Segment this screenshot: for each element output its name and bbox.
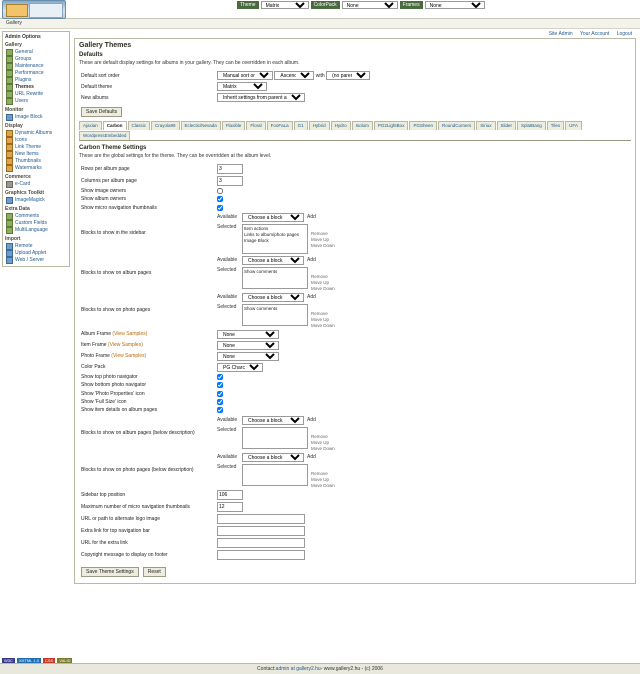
reset-button[interactable]: Reset	[143, 567, 166, 577]
album-below-available-select[interactable]	[242, 416, 304, 425]
photo-below-available-select[interactable]	[242, 453, 304, 462]
tab-eclectic-nevada[interactable]: Eclectic/Nevada	[181, 121, 221, 130]
themes-panel	[74, 38, 636, 584]
list-item[interactable]: Image Block	[244, 237, 269, 243]
photo-below-cols	[217, 453, 629, 488]
extra-link-url-input[interactable]	[217, 538, 305, 548]
page-layout	[0, 29, 640, 584]
watermarks-icon	[6, 165, 13, 172]
move-down-button[interactable]: Move Down	[311, 322, 335, 328]
page-footer	[0, 663, 640, 674]
album-below-blocks-row	[79, 415, 631, 452]
album-below-blocks-label: Blocks to show on album pages (below description)	[81, 430, 195, 437]
default-sort-order-label: Default sort order	[81, 72, 120, 79]
show-micro-nav-label: Show micro navigation thumbnails	[81, 204, 157, 211]
sidebar-available-select[interactable]	[242, 213, 304, 222]
list-item[interactable]: Item actions	[244, 225, 269, 231]
frames-label: Frames	[400, 1, 423, 9]
page-title: Gallery Themes	[79, 42, 132, 49]
sidebar-item-label: Icons	[15, 137, 27, 143]
tab-slider[interactable]: Slider	[497, 121, 517, 130]
columns-per-page-label: Columns per album page	[81, 178, 137, 184]
defaults-form	[79, 70, 631, 103]
with-label: with	[315, 73, 325, 79]
sidebar-list-buttons	[311, 224, 335, 248]
default-sort-order-select[interactable]	[217, 71, 273, 80]
sidebar-item-label: Dynamic Albums	[15, 130, 53, 136]
colorpack-select[interactable]	[342, 1, 398, 9]
copyright-label: Copyright message to display on footer	[81, 551, 168, 558]
sidebar-add-link[interactable]: Add	[307, 214, 316, 221]
thumbnails-icon	[6, 158, 13, 165]
tab-tiles[interactable]: Tiles	[547, 121, 564, 130]
show-item-details-checkbox[interactable]	[217, 407, 223, 413]
selected-label: Selected	[217, 303, 237, 310]
photo-below-blocks-row	[79, 452, 631, 489]
sidebar-blocks-form	[79, 212, 631, 329]
performance-icon	[6, 70, 13, 77]
icons-icon	[6, 137, 13, 144]
save-defaults-wrap	[81, 107, 631, 117]
sidebar-item-groups[interactable]	[5, 56, 67, 63]
move-up-button[interactable]: Move Up	[311, 236, 330, 242]
sidebar-item-icons[interactable]	[5, 137, 67, 144]
sidebar-item-watermarks[interactable]	[5, 165, 67, 172]
sidebar-item-link-theme[interactable]	[5, 144, 67, 151]
theme-label: Theme	[237, 1, 259, 9]
photo-frame-row	[79, 351, 631, 362]
max-micro-nav-label: Maximum number of micro navigation thumbnails	[81, 503, 190, 510]
sidebar-item-new-items[interactable]	[5, 151, 67, 158]
defaults-description: These are default display settings for albums in your gallery. They can be overridden in each album.	[79, 60, 300, 66]
sidebar-item-label: Remote	[15, 243, 33, 249]
theme-tabs	[79, 121, 631, 141]
move-up-button[interactable]: Move Up	[311, 279, 330, 285]
theme-actions	[81, 567, 631, 577]
tab-classic[interactable]: Classic	[128, 121, 151, 130]
move-up-button[interactable]: Move Up	[311, 316, 330, 322]
album-blocks-row	[79, 255, 631, 292]
multilanguage-icon	[6, 227, 13, 234]
photo-blocks-cols	[217, 293, 629, 328]
album-frame-samples-link[interactable]: (View Samples)	[112, 331, 148, 338]
upload-applet-icon	[6, 250, 13, 257]
toggles-form	[79, 373, 631, 415]
show-micro-nav-checkbox[interactable]	[217, 205, 223, 211]
sidebar-item-label: e-Card	[15, 181, 31, 187]
sidebar	[0, 29, 72, 269]
album-blocks-cols	[217, 256, 629, 291]
alt-logo-row	[79, 513, 631, 525]
alt-logo-input[interactable]	[217, 514, 305, 524]
sidebar-item-label: URL Rewrite	[15, 91, 44, 97]
list-item[interactable]: Show comments	[244, 305, 278, 311]
sidebar-item-plugins[interactable]	[5, 77, 67, 84]
extra-link-url-row	[79, 537, 631, 549]
show-top-photo-nav-label: Show top photo navigator	[81, 374, 138, 381]
new-items-icon	[6, 151, 13, 158]
frames-select[interactable]	[425, 1, 485, 9]
sidebar-item-upload-applet[interactable]	[5, 250, 67, 257]
sidebar-item-themes[interactable]	[5, 84, 67, 91]
tab-splatbang[interactable]: SplatBang	[517, 121, 546, 130]
image-block-icon	[6, 114, 13, 121]
tab-hybrid[interactable]: Hybrid	[309, 121, 330, 130]
defaults-heading: Defaults	[79, 52, 103, 58]
sidebar-blocks-row	[79, 212, 631, 255]
item-frame-label: Item Frame	[81, 342, 107, 349]
default-theme-row	[79, 81, 631, 92]
available-label: Available	[217, 454, 238, 461]
tab-isolum[interactable]: Isolum	[352, 121, 373, 130]
valid-badge[interactable]: VALID	[59, 658, 71, 663]
copyright-input[interactable]	[217, 550, 305, 560]
sidebar-item-maintenance[interactable]	[5, 63, 67, 70]
sidebar-item-general[interactable]	[5, 49, 67, 56]
new-albums-row	[79, 92, 631, 103]
album-add-link[interactable]: Add	[307, 257, 316, 264]
sidebar-item-web-server[interactable]	[5, 257, 67, 264]
below-description-blocks-form	[79, 415, 631, 489]
show-top-photo-nav-checkbox[interactable]	[217, 374, 223, 380]
tab-carbon[interactable]: Carbon	[103, 121, 127, 130]
web-server-icon	[6, 257, 13, 264]
sidebar-item-label: Users	[15, 98, 29, 104]
album-list-buttons	[311, 267, 335, 291]
sidebar-item-performance[interactable]	[5, 70, 67, 77]
move-up-button[interactable]: Move Up	[311, 439, 330, 445]
tab-pgsheen[interactable]: PGSheen	[409, 121, 437, 130]
sidebar-top-position-row	[79, 489, 631, 501]
selected-label: Selected	[217, 463, 237, 470]
theme-settings-heading: Carbon Theme Settings	[79, 145, 147, 151]
sidebar-item-users[interactable]	[5, 98, 67, 105]
move-down-button[interactable]: Move Down	[311, 482, 335, 488]
selected-label: Selected	[217, 266, 237, 273]
photo-below-add-link[interactable]: Add	[307, 454, 316, 461]
photo-add-link[interactable]: Add	[307, 294, 316, 301]
move-up-button[interactable]: Move Up	[311, 476, 330, 482]
sidebar-group-gallery: Gallery	[5, 42, 22, 48]
sidebar-item-label: Custom Fields	[15, 220, 47, 226]
item-frame-samples-link[interactable]: (View Samples)	[107, 342, 143, 349]
custom-fields-icon	[6, 220, 13, 227]
sidebar-item-ecard[interactable]	[5, 181, 67, 188]
tail-fields-form	[79, 489, 631, 561]
photo-below-list-buttons	[311, 464, 335, 488]
photo-selected-list[interactable]	[242, 304, 308, 326]
sidebar-top-position-label: Sidebar top position	[81, 491, 126, 498]
available-label: Available	[217, 257, 238, 264]
show-full-size-row	[79, 398, 631, 406]
sidebar-item-label: Thumbnails	[15, 158, 41, 164]
selected-label: Selected	[217, 426, 237, 433]
move-down-button[interactable]: Move Down	[311, 445, 335, 451]
default-sort-direction-select[interactable]	[274, 71, 314, 80]
sidebar-group-display: Display	[5, 123, 23, 129]
sidebar-item-label: Performance	[15, 70, 44, 76]
show-album-owners-checkbox[interactable]	[217, 196, 223, 202]
sidebar-group-monitor: Monitor	[5, 107, 24, 113]
album-frame-label: Album Frame	[81, 331, 112, 338]
list-item[interactable]: Links to album/photo pages	[244, 231, 300, 237]
sidebar-item-label: New Items	[15, 151, 39, 157]
available-label: Available	[217, 214, 238, 221]
extra-link-row	[79, 525, 631, 537]
show-bottom-photo-nav-checkbox[interactable]	[217, 382, 223, 388]
sidebar-group-extra-data: Extra Data	[5, 206, 30, 212]
photo-below-blocks-label: Blocks to show on photo pages (below description)	[81, 467, 194, 474]
album-available-select[interactable]	[242, 256, 304, 265]
url-rewrite-icon	[6, 91, 13, 98]
sidebar-item-image-block[interactable]	[5, 114, 67, 121]
color-pack-select[interactable]	[217, 363, 263, 372]
admin-options-box	[2, 31, 70, 267]
sidebar-item-thumbnails[interactable]	[5, 158, 67, 165]
show-item-details-label: Show item details on album pages	[81, 407, 158, 414]
admin-links	[74, 31, 632, 37]
show-full-size-label: Show 'Full Size' icon	[81, 399, 127, 406]
sidebar-item-label: Groups	[15, 56, 32, 62]
tab-pg2lightbox[interactable]: PG2LightBox	[374, 121, 409, 130]
ecard-icon	[6, 181, 13, 188]
rows-per-page-row	[79, 163, 631, 175]
rows-per-page-input[interactable]	[217, 164, 243, 174]
default-theme-label: Default theme	[81, 83, 113, 90]
theme-settings-description: These are the global settings for the theme. They can be overridden at the album level.	[79, 153, 272, 159]
photo-below-selected-list[interactable]	[242, 464, 308, 486]
show-image-owners-checkbox[interactable]	[217, 188, 223, 194]
colorpack-label: ColorPack	[311, 1, 340, 9]
remove-button[interactable]: Remove	[311, 310, 328, 316]
max-micro-nav-input[interactable]	[217, 502, 243, 512]
sidebar-blocks-picker	[217, 213, 629, 254]
album-below-list-buttons	[311, 427, 335, 451]
sidebar-item-label: Image Block	[15, 114, 43, 120]
show-image-owners-row	[79, 187, 631, 195]
available-label: Available	[217, 417, 238, 424]
breadcrumb-gallery[interactable]: Gallery	[6, 20, 22, 26]
theme-controls	[237, 1, 485, 9]
item-frame-select[interactable]	[217, 341, 279, 350]
photo-frame-samples-link[interactable]: (View Samples)	[111, 353, 147, 360]
remove-button[interactable]: Remove	[311, 230, 328, 236]
tab-foofala[interactable]: FooFaLa	[267, 121, 293, 130]
tab-roundcorners[interactable]: RoundCorners	[438, 121, 475, 130]
columns-per-page-input[interactable]	[217, 176, 243, 186]
remove-button[interactable]: Remove	[311, 433, 328, 439]
tab-hydro[interactable]: Hydro	[331, 121, 351, 130]
show-top-photo-nav-row	[79, 373, 631, 381]
show-album-owners-label: Show album owners	[81, 196, 127, 203]
general-icon	[6, 49, 13, 56]
sidebar-item-label: Upload Applet	[15, 250, 47, 256]
footer-email-link[interactable]: admin at gallery2.hu	[275, 666, 321, 672]
show-item-details-row	[79, 406, 631, 414]
album-selected-list[interactable]	[242, 267, 308, 289]
sidebar-item-label: Link Theme	[15, 144, 42, 150]
css-badge[interactable]: CSS	[44, 658, 54, 663]
theme-select[interactable]	[261, 1, 309, 9]
photo-frame-label: Photo Frame	[81, 353, 110, 360]
sidebar-item-multilanguage[interactable]	[5, 227, 67, 234]
sidebar-item-label: Themes	[15, 84, 34, 90]
remove-button[interactable]: Remove	[311, 273, 328, 279]
imagemagick-icon	[6, 197, 13, 204]
footer-text-before: Contact:	[257, 666, 276, 672]
show-image-owners-label: Show image owners	[81, 188, 127, 195]
rows-per-page-label: Rows per album page	[81, 166, 130, 172]
main-content	[72, 29, 640, 584]
sidebar-selected-list[interactable]	[242, 224, 308, 254]
extra-link-url-label: URL for the extra link	[81, 539, 128, 546]
sidebar-item-imagemagick[interactable]	[5, 197, 67, 204]
link-logout[interactable]: Logout	[616, 31, 632, 37]
show-micro-nav-row	[79, 204, 631, 212]
sidebar-item-dynamic-albums[interactable]	[5, 130, 67, 137]
default-theme-select[interactable]	[217, 82, 267, 91]
new-albums-select[interactable]	[217, 93, 305, 102]
tab-ajaxian[interactable]: Ajaxian	[79, 121, 102, 130]
move-down-button[interactable]: Move Down	[311, 242, 335, 248]
available-label: Available	[217, 294, 238, 301]
tab-siriux[interactable]: Siriux	[476, 121, 495, 130]
sidebar-item-comments[interactable]	[5, 213, 67, 220]
photo-blocks-label: Blocks to show on photo pages	[81, 307, 151, 314]
extra-link-input[interactable]	[217, 526, 305, 536]
gallery-logo	[2, 0, 66, 19]
copyright-row	[79, 549, 631, 561]
columns-per-page-row	[79, 175, 631, 187]
save-theme-settings-button[interactable]: Save Theme Settings	[81, 567, 139, 577]
frames-form	[79, 329, 631, 373]
users-icon	[6, 98, 13, 105]
sidebar-item-label: Web / Server	[15, 257, 45, 263]
album-blocks-label: Blocks to show on album pages	[81, 270, 152, 277]
color-pack-label: Color Pack	[81, 364, 106, 371]
default-sort-parent-select[interactable]	[326, 71, 370, 80]
tab-g1[interactable]: G1	[294, 121, 308, 130]
tab-flaxible[interactable]: Flaxible	[222, 121, 246, 130]
sidebar-title: Admin Options	[5, 34, 41, 40]
sidebar-group-graphics-toolkit: Graphics Toolkit	[5, 190, 45, 196]
album-frame-select[interactable]	[217, 330, 279, 339]
comments-icon	[6, 213, 13, 220]
show-photo-properties-label: Show 'Photo Properties' icon	[81, 390, 145, 397]
show-full-size-checkbox[interactable]	[217, 399, 223, 405]
extra-link-label: Extra link for top navigation bar	[81, 527, 150, 534]
item-frame-row	[79, 340, 631, 351]
breadcrumb[interactable]	[0, 19, 640, 29]
save-defaults-button[interactable]: Save Defaults	[81, 107, 122, 117]
footer-text-middle: - www.gallery2.hu - (c) 2006	[320, 666, 383, 672]
move-down-button[interactable]: Move Down	[311, 285, 335, 291]
show-photo-properties-checkbox[interactable]	[217, 391, 223, 397]
xhtml-badge[interactable]: XHTML 1.0	[18, 658, 39, 663]
top-bar	[0, 0, 640, 19]
plugins-icon	[6, 77, 13, 84]
sidebar-blocks-label: Blocks to show in the sidebar	[81, 230, 146, 237]
sidebar-item-label: MultiLanguage	[15, 227, 48, 233]
photo-frame-select[interactable]	[217, 352, 279, 361]
theme-settings-form	[79, 163, 631, 212]
groups-icon	[6, 56, 13, 63]
sidebar-top-position-input[interactable]	[217, 490, 243, 500]
dynamic-albums-icon	[6, 130, 13, 137]
sidebar-item-label: Maintenance	[15, 63, 44, 69]
default-sort-order-row	[79, 70, 631, 81]
link-theme-icon	[6, 144, 13, 151]
show-album-owners-row	[79, 195, 631, 203]
tab-crayola99[interactable]: Crayola99	[151, 121, 180, 130]
themes-icon	[6, 84, 13, 91]
link-site-admin[interactable]: Site Admin	[548, 31, 573, 37]
w3c-badge[interactable]: W3C	[4, 658, 13, 663]
sidebar-item-label: Watermarks	[15, 165, 42, 171]
alt-logo-label: URL or path to alternate logo image	[81, 515, 161, 522]
album-below-cols	[217, 416, 629, 451]
album-frame-row	[79, 329, 631, 340]
tab-wordpressembedded[interactable]: WordpressEmbedded	[79, 131, 130, 140]
album-below-add-link[interactable]: Add	[307, 417, 316, 424]
link-your-account[interactable]: Your Account	[580, 31, 610, 37]
show-photo-properties-row	[79, 390, 631, 398]
sidebar-group-import: Import	[5, 236, 21, 242]
tab-ufa[interactable]: UFA	[565, 121, 582, 130]
selected-label: Selected	[217, 223, 237, 230]
show-bottom-photo-nav-label: Show bottom photo navigator	[81, 382, 147, 389]
sidebar-item-label: ImageMagick	[15, 197, 45, 203]
photo-blocks-row	[79, 292, 631, 329]
new-albums-label: New albums	[81, 94, 109, 101]
photo-list-buttons	[311, 304, 335, 328]
sidebar-item-remote[interactable]	[5, 243, 67, 250]
sidebar-item-custom-fields[interactable]	[5, 220, 67, 227]
remove-button[interactable]: Remove	[311, 470, 328, 476]
photo-available-select[interactable]	[242, 293, 304, 302]
sidebar-item-url-rewrite[interactable]	[5, 91, 67, 98]
sidebar-blocks-cols	[217, 213, 335, 254]
maintenance-icon	[6, 63, 13, 70]
show-bottom-photo-nav-row	[79, 381, 631, 389]
remote-icon	[6, 243, 13, 250]
album-below-selected-list[interactable]	[242, 427, 308, 449]
sidebar-item-label: General	[15, 49, 33, 55]
sidebar-group-commerce: Commerce	[5, 174, 31, 180]
sidebar-item-label: Comments	[15, 213, 40, 219]
sidebar-item-label: Plugins	[15, 77, 32, 83]
tab-floral[interactable]: Floral	[246, 121, 265, 130]
list-item[interactable]: Show comments	[244, 268, 278, 274]
max-micro-nav-row	[79, 501, 631, 513]
color-pack-row	[79, 362, 631, 373]
